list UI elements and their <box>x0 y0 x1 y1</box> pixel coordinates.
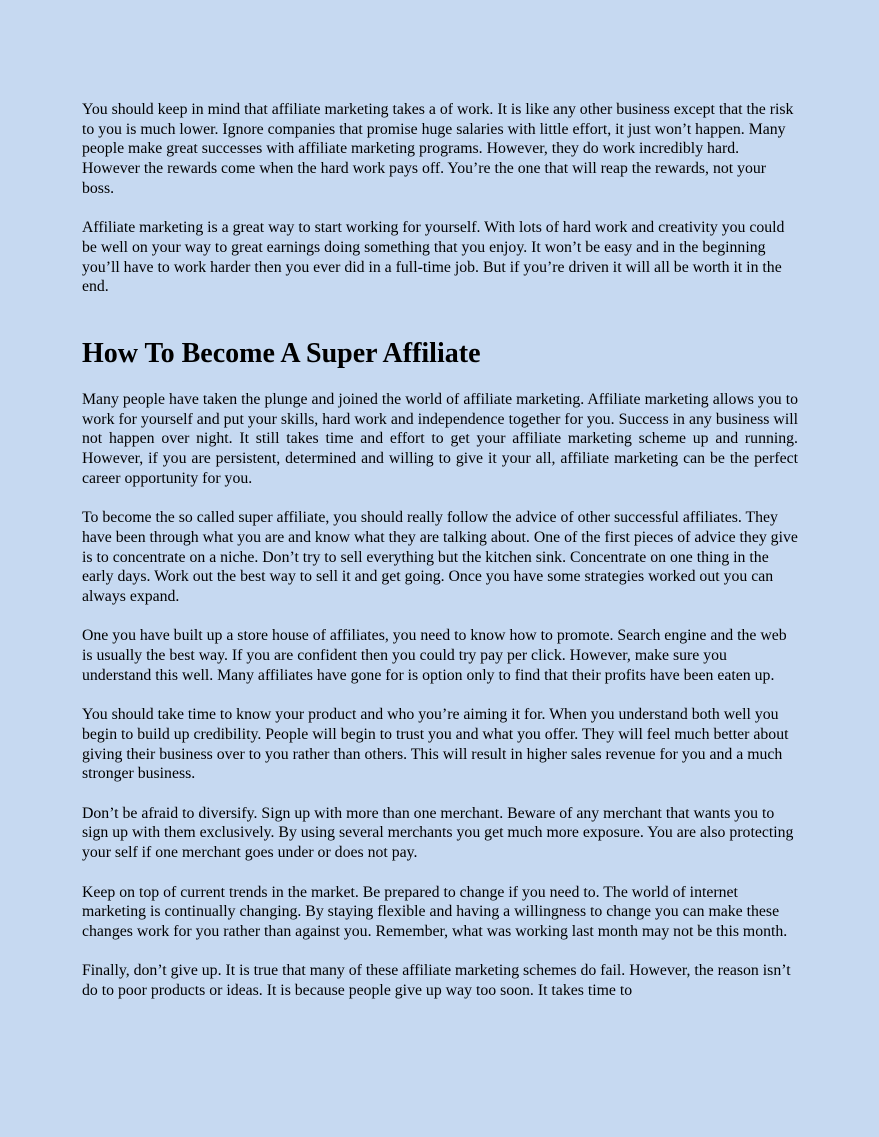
section-heading: How To Become A Super Affiliate <box>82 338 481 370</box>
intro-paragraph: Affiliate marketing is a great way to start working for yourself. With lots of hard work and creativity you could be well on your way to great earnings doing something that you enjoy. It won’t be easy and in the beginning you’ll have to work harder then you ever did in a full-time job. But if you’re driven it will all be worth it in the end. <box>82 219 785 296</box>
body-paragraph: One you have built up a store house of affiliates, you need to know how to promote. Search engine and the web is usually the best way. If you are confident then you could try pay per click. However, make sure you understand this well. Many affiliates have gone for is option only to find that their profits have been eaten up. <box>82 627 787 684</box>
document-page <box>82 100 798 1020</box>
intro-paragraph: You should keep in mind that affiliate marketing takes a of work. It is like any other business except that the risk to you is much lower. Ignore companies that promise huge salaries with little effort, it just won’t happen. Many people make great successes with affiliate marketing programs. However, they do work incredibly hard. However the rewards come when the hard work pays off. You’re the one that will reap the rewards, not your boss. <box>82 101 794 197</box>
body-paragraph: Many people have taken the plunge and joined the world of affiliate marketing. Affiliate marketing allows you to work for yourself and put your skills, hard work and independence together for you. Success in any business will not happen over night. It still takes time and effort to get your affiliate marketing scheme up and running. However, if you are persistent, determined and willing to give it your all, affiliate marketing can be the perfect career opportunity for you. <box>82 391 798 487</box>
body-paragraph: Don’t be afraid to diversify. Sign up with more than one merchant. Beware of any merchant that wants you to sign up with them exclusively. By using several merchants you get much more exposure. You are also protecting your self if one merchant goes under or does not pay. <box>82 804 794 862</box>
body-paragraph: Finally, don’t give up. It is true that many of these affiliate marketing schemes do fail. However, the reason isn’t do to poor products or ideas. It is because people give up way too soon. It takes time to <box>82 962 791 1000</box>
body-paragraph: You should take time to know your product and who you’re aiming it for. When you understand both well you begin to build up credibility. People will begin to trust you and what you offer. They will feel much better about giving their business over to you rather than others. This will result in higher sales revenue for you and a much stronger business. <box>82 706 789 783</box>
body-paragraph: Keep on top of current trends in the market. Be prepared to change if you need to. The world of internet marketing is continually changing. By staying flexible and having a willingness to change you can make these changes work for you rather than against you. Remember, what was working last month may not be this month. <box>82 883 788 940</box>
body-paragraph: To become the so called super affiliate, you should really follow the advice of other successful affiliates. They have been through what you are and know what they are talking about. One of the first pieces of advice they give is to concentrate on a niche. Don’t try to sell everything but the kitchen sink. Concentrate on one thing in the early days. Work out the best way to sell it and get going. Once you have some strategies worked out you can always expand. <box>82 509 798 606</box>
